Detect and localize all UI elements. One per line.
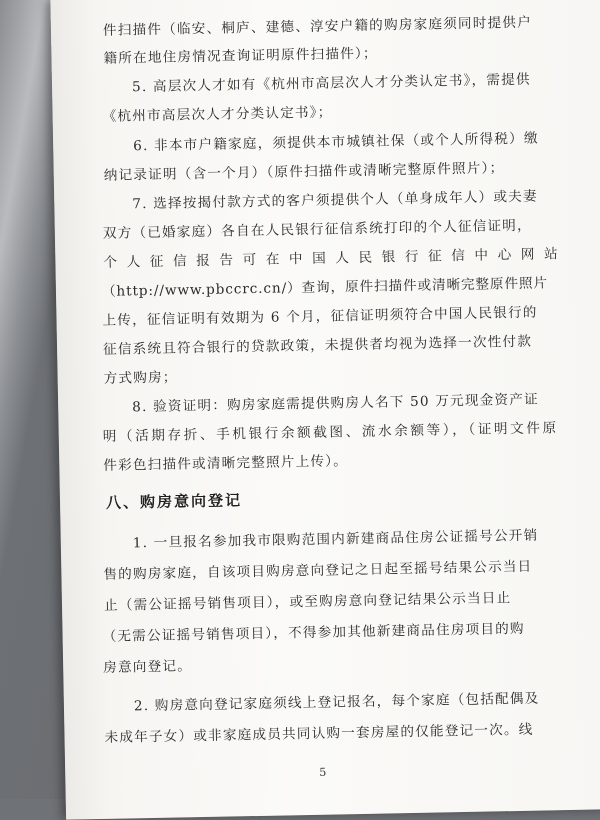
text-line: 5. 高层次人才如有《杭州市高层次人才分类认定书》，需提供 — [131, 71, 531, 96]
text-line: 2. 购房意向登记家庭须线上登记报名，每个家庭（包括配偶及 — [133, 690, 540, 715]
text-line: 1. 一旦报名参加我市限购范围内新建商品住房公证摇号公开销 — [132, 527, 539, 552]
text-line: 明（活期存折、手机银行余额截图、流水余额等），（证明文件原 — [102, 420, 559, 445]
text-line: 8. 验资证明：购房家庭需提供购房人名下 50 万元现金资产证 — [132, 391, 539, 416]
page-number: 5 — [319, 765, 327, 779]
text-line: 售的购房家庭，自该项目购房意向登记之日起至摇号结果公示当日 — [103, 558, 533, 583]
text-line: 止（需公证摇号销售项目），或至购房意向登记结果公示当日止 — [103, 590, 512, 614]
text-line: 双方（已婚家庭）各自在人民银行征信系统打印的个人征信证明， — [102, 217, 532, 242]
text-line: 上传，征信证明有效期为 6 个月，征信证明须符合中国人民银行的 — [102, 304, 538, 329]
text-line: 纳记录证明（含一个月）（原件扫描件或清晰完整原件照片）； — [103, 160, 505, 184]
text-line: 未成年子女）或非家庭成员共同认购一套房屋的仅能登记一次。线 — [104, 721, 534, 746]
text-line: 籍所在地住房情况查询证明原件扫描件）； — [103, 45, 378, 67]
text-line: 征信系统且符合银行的贷款政策，未提供者均视为选择一次性付款 — [102, 333, 533, 358]
text-line: 6. 非本市户籍家庭，须提供本市城镇社保（或个人所得税）缴 — [133, 130, 539, 155]
text-line: （http://www.pbccrc.cn/）查询，原件扫描件或清晰完整原件照片 — [101, 275, 549, 300]
text-line: 7. 选择按揭付款方式的客户须提供个人（单身成年人）或夫妻 — [132, 188, 538, 213]
text-line: 方式购房； — [103, 369, 178, 387]
text-line: 个人征信报告可在中国人民银行征信中心网站 — [103, 245, 568, 271]
text-line: 件扫描件（临安、桐庐、建德、淳安户籍的购房家庭须同时提供户 — [102, 14, 533, 39]
text-line: 房意向登记。 — [103, 658, 193, 676]
text-line: 《杭州市高层次人才分类认定书》； — [102, 104, 333, 125]
text-line: （无需公证摇号销售项目），不得参加其他新建商品住房项目的购 — [102, 620, 525, 645]
text-line: 件彩色扫描件或清晰完整照片上传）。 — [103, 453, 349, 474]
document-page — [50, 0, 600, 820]
section-heading: 八、购房意向登记 — [105, 491, 243, 512]
